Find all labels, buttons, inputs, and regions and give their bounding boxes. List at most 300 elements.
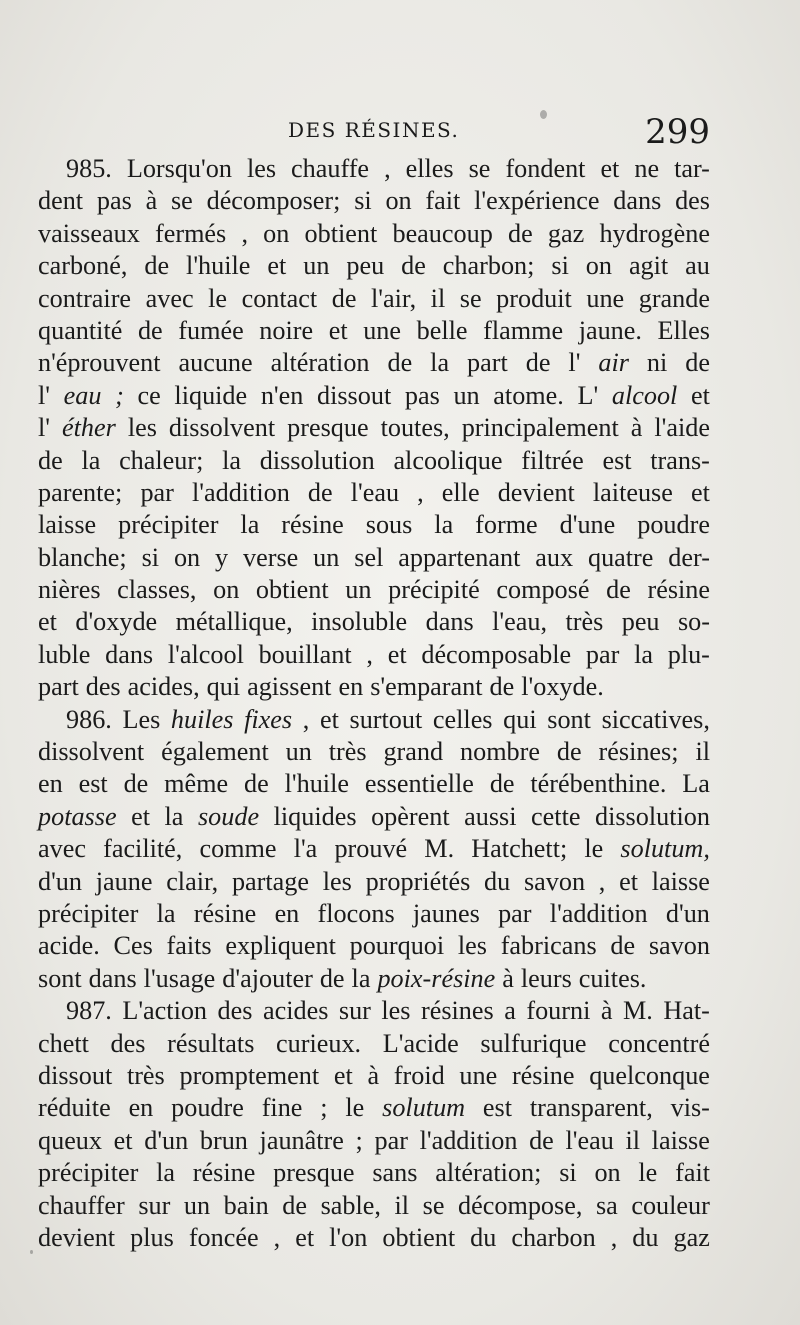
word: à <box>145 186 158 216</box>
word: y <box>215 542 229 572</box>
word: sable, <box>320 1190 381 1220</box>
word: si <box>559 1158 577 1188</box>
text-line <box>38 1190 710 1222</box>
word: pas <box>96 186 132 216</box>
word: nombre <box>460 737 540 767</box>
word: de <box>144 251 170 281</box>
word: vaisseaux <box>38 218 140 248</box>
word: de <box>137 315 163 345</box>
word: par <box>498 898 532 928</box>
word: le <box>638 1158 658 1188</box>
word: grand <box>383 737 444 767</box>
word: cuites. <box>578 963 647 993</box>
word: il <box>695 737 710 767</box>
word: l'addition <box>549 898 648 928</box>
word: la <box>351 963 371 993</box>
word: parente; <box>38 477 123 507</box>
word: fumée <box>178 315 244 345</box>
word: flamme <box>483 315 564 345</box>
word: térébenthine. <box>530 769 667 799</box>
word: grande <box>638 283 710 313</box>
word: il <box>394 1190 410 1220</box>
word: il <box>430 283 446 313</box>
word: ; <box>115 380 124 410</box>
word: jaune. <box>578 315 642 345</box>
word: résine <box>192 1158 256 1188</box>
word: fixes <box>244 704 293 734</box>
word: de <box>123 769 149 799</box>
word: si <box>354 186 372 216</box>
word: charbon; <box>442 251 535 281</box>
word: dans <box>425 607 474 637</box>
text-line <box>38 218 710 250</box>
text-line <box>38 574 710 606</box>
word: laisse <box>651 866 710 896</box>
word: de <box>38 445 63 475</box>
word: beaucoup <box>392 218 493 248</box>
word: M. <box>622 996 653 1026</box>
word: et <box>38 607 57 637</box>
word: froid <box>393 1060 445 1090</box>
word: jaunes <box>412 898 480 928</box>
word: composé <box>496 575 590 605</box>
word: laiteuse <box>592 477 673 507</box>
word: L'acide <box>382 1028 459 1058</box>
word: altération <box>270 348 370 378</box>
word: résines <box>421 996 494 1026</box>
page-header <box>38 112 710 152</box>
word: chauffer <box>38 1190 125 1220</box>
word: quantité <box>38 315 123 345</box>
word: l'usage <box>143 963 216 993</box>
text-line <box>38 801 710 833</box>
word: concentré <box>608 1028 710 1058</box>
word: l' <box>38 413 50 443</box>
word: alcoolique <box>393 445 503 475</box>
word: se <box>459 283 482 313</box>
word: prouvé <box>334 834 408 864</box>
word: d'un <box>665 898 710 928</box>
word: un <box>313 542 340 572</box>
word: réduite <box>38 1093 111 1123</box>
word: luble <box>38 639 91 669</box>
word: un <box>345 575 372 605</box>
word: chett <box>38 1028 89 1058</box>
text-line <box>38 1222 710 1254</box>
word: filtrée <box>521 445 584 475</box>
word: insoluble <box>311 607 408 637</box>
word: sa <box>595 1190 618 1220</box>
text-line <box>38 833 710 865</box>
text-line <box>38 995 710 1027</box>
word: l'eau <box>565 1125 614 1155</box>
word: , <box>610 1222 618 1252</box>
word: en <box>338 672 364 702</box>
word: et <box>387 639 407 669</box>
text-line <box>38 412 710 444</box>
word: Elles <box>657 315 710 345</box>
word: noire <box>259 315 314 345</box>
word: la <box>430 348 450 378</box>
word: résine <box>511 1060 575 1090</box>
word: part <box>38 672 79 702</box>
word: par <box>374 1125 408 1155</box>
word: Les <box>122 704 161 734</box>
word: les <box>246 154 277 183</box>
word: chaleur; <box>119 445 204 475</box>
word: éther <box>62 413 116 443</box>
word: résine <box>647 575 710 605</box>
word: tar- <box>674 154 710 183</box>
word: résine <box>193 898 257 928</box>
word: d'oxyde <box>75 607 158 637</box>
word: et <box>267 251 287 281</box>
word: aux <box>535 542 574 572</box>
word: , <box>417 477 424 507</box>
word: les <box>457 931 487 961</box>
text-line <box>38 898 710 930</box>
word: hydrogène <box>599 218 710 248</box>
word: de <box>489 769 515 799</box>
word: devient <box>38 1222 116 1252</box>
word: pas <box>404 380 440 410</box>
word: à <box>367 1060 380 1090</box>
word: chauffe <box>291 154 370 183</box>
word: des <box>675 186 710 216</box>
word: de <box>244 769 269 799</box>
text-line <box>38 930 710 962</box>
word: d'une <box>559 510 616 540</box>
text-line <box>38 347 710 379</box>
word: Ces <box>113 931 153 961</box>
word: de <box>401 251 426 281</box>
word: promptement <box>179 1060 320 1090</box>
text-line <box>38 963 710 995</box>
word: un <box>285 737 312 767</box>
word: avec <box>145 283 194 313</box>
word: liquide <box>174 380 248 410</box>
word: décomposable <box>421 639 572 669</box>
word: et <box>619 866 638 896</box>
word: l'huile <box>284 769 349 799</box>
word: l'aide <box>654 413 710 443</box>
word: d'un <box>144 1125 189 1155</box>
word: carboné, <box>38 251 128 281</box>
word: contact <box>241 283 318 313</box>
word: des <box>110 1028 146 1058</box>
word: sur <box>338 996 371 1026</box>
word: dissout <box>38 1060 113 1090</box>
word: partage <box>231 866 310 896</box>
word: , <box>273 1222 281 1252</box>
word: et <box>319 704 339 734</box>
word: et <box>691 380 710 410</box>
word: on <box>173 542 201 572</box>
word: de <box>610 931 636 961</box>
word: laisse <box>38 510 97 540</box>
word: dissolution <box>595 801 710 831</box>
word: ne <box>634 154 660 183</box>
word: poudre <box>171 1093 244 1123</box>
word: les <box>381 996 411 1026</box>
word: celles <box>432 704 493 734</box>
text-line <box>38 445 710 477</box>
word: à <box>600 996 613 1026</box>
word: est <box>482 1093 513 1123</box>
word: avec <box>38 834 86 864</box>
word: au <box>685 251 710 281</box>
word: qui <box>206 672 241 702</box>
word: agissent <box>247 672 332 702</box>
word: obtient <box>304 218 378 248</box>
word: quelconque <box>589 1060 710 1090</box>
word: on <box>585 251 612 281</box>
text-line <box>38 1157 710 1189</box>
word: de <box>319 963 345 993</box>
word: est <box>78 769 108 799</box>
word: huiles <box>170 704 234 734</box>
text-line <box>38 866 710 898</box>
word: so- <box>677 607 710 637</box>
word: dissolvent <box>38 737 145 767</box>
text-line <box>38 542 710 574</box>
word: de <box>508 218 533 248</box>
word: presque <box>287 413 369 443</box>
word: et <box>113 1125 133 1155</box>
word: résine <box>281 510 344 540</box>
word: du <box>470 1222 497 1252</box>
word: fabricans <box>500 931 597 961</box>
word: elles <box>405 154 454 183</box>
word: cette <box>531 801 581 831</box>
text-line <box>38 1125 710 1157</box>
word: surtout <box>349 704 423 734</box>
word: fourni <box>526 996 591 1026</box>
word: obtient <box>382 1222 456 1252</box>
word: l'addition <box>419 1125 518 1155</box>
word: altération; <box>435 1158 542 1188</box>
word: de <box>525 348 551 378</box>
word: sans <box>372 1158 418 1188</box>
word: et <box>333 1060 353 1090</box>
word: devient <box>497 477 575 507</box>
word: poix-résine <box>377 963 496 993</box>
word: on <box>213 575 240 605</box>
word: der- <box>668 542 710 572</box>
word: une <box>586 283 625 313</box>
word: alcool <box>611 380 678 410</box>
word: du <box>632 1222 659 1252</box>
word: foncée <box>188 1222 259 1252</box>
word: l' <box>38 380 50 410</box>
word: qui <box>503 704 537 734</box>
word: , <box>302 704 310 734</box>
word: la <box>81 445 101 475</box>
word: Hat- <box>663 996 710 1026</box>
word: solutum, <box>620 834 710 864</box>
word: n'en <box>260 380 304 410</box>
word: presque <box>273 1158 355 1188</box>
text-line <box>38 477 710 509</box>
word: très <box>126 1060 165 1090</box>
word: précipiter <box>38 898 139 928</box>
word: sous <box>365 510 413 540</box>
word: le <box>345 1093 365 1123</box>
word: de <box>331 283 357 313</box>
word: blanche; <box>38 542 127 572</box>
word: s'emparant <box>370 672 483 702</box>
word: sont <box>38 963 82 993</box>
word: 987. <box>66 996 112 1026</box>
word: acides <box>262 996 329 1026</box>
page-number: 299 <box>645 112 710 152</box>
word: des <box>85 672 121 702</box>
word: résines; <box>598 737 679 767</box>
word: classes, <box>117 575 197 605</box>
word: bain <box>223 1190 269 1220</box>
word: a <box>504 996 516 1026</box>
word: brun <box>199 1125 248 1155</box>
word: atome. <box>493 380 564 410</box>
word: dissolution <box>259 445 375 475</box>
word: à <box>630 413 643 443</box>
word: potasse <box>38 801 117 831</box>
word: de <box>387 348 413 378</box>
word: par <box>585 639 620 669</box>
text-line <box>38 1092 710 1124</box>
word: résultats <box>167 1028 255 1058</box>
word: ni <box>646 348 668 378</box>
word: les <box>322 866 352 896</box>
word: gaz <box>547 218 585 248</box>
word: jaune <box>95 866 153 896</box>
word: air <box>598 348 629 378</box>
word: la <box>434 510 454 540</box>
word: de <box>556 737 582 767</box>
word: solutum <box>382 1093 466 1123</box>
word: appartenant <box>398 542 521 572</box>
word: , <box>366 639 373 669</box>
word: un <box>453 380 480 410</box>
word: en <box>38 769 63 799</box>
word: l'eau, <box>492 607 547 637</box>
text-line <box>38 736 710 768</box>
word: 986. <box>66 704 112 734</box>
word: est <box>602 445 632 475</box>
text-line <box>38 671 710 703</box>
word: siccatives, <box>601 704 710 734</box>
word: savon <box>648 931 710 961</box>
text-line <box>38 606 710 638</box>
word: essentielle <box>364 769 474 799</box>
word: sur <box>138 1190 171 1220</box>
word: M. <box>424 834 455 864</box>
word: peu <box>621 607 660 637</box>
word: facilité, <box>103 834 183 864</box>
word: poudre <box>637 510 710 540</box>
word: La <box>682 769 710 799</box>
text-line <box>38 315 710 347</box>
word: l'alcool <box>167 639 244 669</box>
word: également <box>161 737 269 767</box>
word: propriétés <box>365 866 471 896</box>
word: pourquoi <box>349 931 445 961</box>
word: forme <box>475 510 538 540</box>
text-line <box>38 639 710 671</box>
word: l'addition <box>191 477 290 507</box>
word: comme <box>199 834 277 864</box>
word: la <box>222 445 242 475</box>
word: acide. <box>38 931 100 961</box>
word: à <box>502 963 514 993</box>
word: de <box>282 1190 308 1220</box>
word: l' <box>568 348 581 378</box>
word: L'action <box>122 996 208 1026</box>
word: vis- <box>670 1093 710 1123</box>
word: trans- <box>650 445 710 475</box>
text-line <box>38 283 710 315</box>
word: , <box>598 866 606 896</box>
word: charbon <box>511 1222 596 1252</box>
word: , <box>241 218 248 248</box>
word: fine <box>261 1093 303 1123</box>
word: queux <box>38 1125 102 1155</box>
word: d'ajouter <box>222 963 313 993</box>
text-line <box>38 704 710 736</box>
word: le <box>584 834 604 864</box>
word: couleur <box>631 1190 710 1220</box>
text-body <box>38 153 710 1254</box>
word: décomposer; <box>206 186 341 216</box>
word: part <box>467 348 508 378</box>
word: se <box>468 154 491 183</box>
word: sont <box>547 704 591 734</box>
word: et <box>131 801 150 831</box>
text-line <box>38 509 710 541</box>
word: ce <box>137 380 161 410</box>
text-line <box>38 250 710 282</box>
word: fait <box>675 1158 710 1188</box>
word: ; <box>355 1125 363 1155</box>
word: fermés <box>155 218 227 248</box>
word: verse <box>243 542 299 572</box>
word: et <box>328 315 348 345</box>
word: L' <box>577 380 599 410</box>
word: un <box>183 1190 211 1220</box>
word: l'eau <box>350 477 400 507</box>
word: sulfurique <box>480 1028 587 1058</box>
word: l'air, <box>371 283 417 313</box>
word: curieux. <box>276 1028 362 1058</box>
word: et <box>600 154 620 183</box>
word: gaz <box>673 1222 710 1252</box>
word: produit <box>496 283 572 313</box>
word: belle <box>416 315 468 345</box>
word: de <box>685 348 710 378</box>
word: soude <box>197 801 260 831</box>
word: liquides <box>273 801 357 831</box>
word: dans <box>105 639 154 669</box>
word: aucune <box>178 348 253 378</box>
word: laisse <box>651 1125 710 1155</box>
word: se <box>422 1190 445 1220</box>
word: la <box>156 1158 176 1188</box>
text-line <box>38 153 710 185</box>
word: très <box>328 737 367 767</box>
word: Hatchett; <box>471 834 568 864</box>
word: de <box>529 1125 554 1155</box>
word: se <box>170 186 193 216</box>
